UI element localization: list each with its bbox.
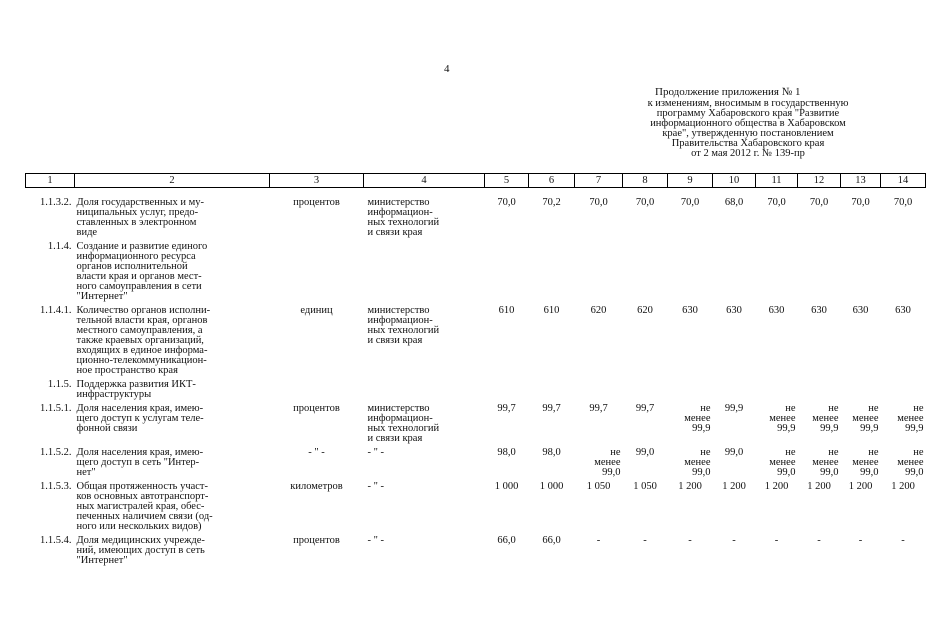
year-value: -	[596, 535, 601, 546]
year-value: 1 200	[807, 481, 831, 492]
year-value: 610	[543, 305, 560, 316]
indicator-name: Доля населения края, имею- щего доступ к услугам теле- фонной связи	[76, 403, 204, 434]
year-value: 99,7	[589, 403, 608, 414]
year-value	[841, 238, 881, 302]
unit-of-measure	[270, 376, 364, 400]
column-header: 7	[575, 174, 623, 188]
page-number: 4	[444, 63, 450, 75]
indicator-name: Поддержка развития ИКТ- инфраструктуры	[76, 379, 196, 400]
column-header: 1	[26, 174, 75, 188]
responsible-org: - " -	[367, 447, 385, 458]
unit-of-measure: процентов	[293, 197, 340, 208]
appendix-title: Продолжение приложения № 1	[655, 86, 801, 98]
year-value: 66,0	[542, 535, 561, 546]
year-value: -	[858, 535, 863, 546]
row-number: 1.1.3.2.	[40, 197, 72, 208]
table-row	[26, 478, 926, 532]
year-value: 630	[682, 305, 698, 316]
table-row	[26, 188, 926, 239]
year-value: 70,0	[851, 197, 870, 208]
responsible-org: министерство информацион- ных технологий и связи края	[367, 197, 440, 238]
year-value: 1 050	[633, 481, 657, 492]
year-value: не менее 99,0	[812, 447, 839, 478]
year-value: 1 000	[539, 481, 564, 492]
appendix-desc-line: крае", утвержденную постановлением	[662, 128, 834, 139]
year-value	[881, 376, 926, 400]
year-value	[623, 376, 668, 400]
year-value: 1 050	[586, 481, 611, 492]
year-value	[756, 238, 798, 302]
row-number: 1.1.4.1.	[40, 305, 72, 316]
year-value	[713, 238, 756, 302]
year-value: -	[732, 535, 736, 546]
year-value	[881, 238, 926, 302]
year-value: 70,0	[635, 197, 655, 208]
year-value: 610	[498, 305, 515, 316]
year-value: не менее 99,9	[852, 403, 879, 434]
indicator-name: Доля государственных и му- ниципальных услуг, предо- ставленных в электронном виде	[76, 197, 204, 238]
year-value	[713, 376, 756, 400]
year-value: 70,0	[589, 197, 608, 208]
indicator-name: Доля населения края, имею- щего доступ в сеть "Интер- нет"	[76, 447, 204, 478]
row-number: 1.1.5.2.	[40, 447, 72, 458]
column-header: 10	[713, 174, 756, 188]
year-value: 68,0	[724, 197, 744, 208]
row-number: 1.1.5.3.	[40, 481, 72, 492]
year-value	[485, 238, 529, 302]
year-value	[575, 238, 623, 302]
responsible-org	[364, 238, 485, 302]
year-value: 70,0	[893, 197, 913, 208]
responsible-org: - " -	[367, 481, 385, 492]
year-value	[575, 376, 623, 400]
table-row	[26, 302, 926, 376]
year-value: 1 200	[764, 481, 789, 492]
year-value	[798, 376, 841, 400]
year-value: 99,7	[542, 403, 561, 414]
appendix-desc-line: Правительства Хабаровского края	[671, 138, 825, 149]
column-header: 4	[364, 174, 485, 188]
year-value: 99,9	[724, 403, 744, 414]
year-value: -	[817, 535, 821, 546]
table-row	[26, 532, 926, 566]
year-value: 70,0	[680, 197, 700, 208]
appendix-desc-line: информационного общества в Хабаровском	[650, 118, 846, 129]
indicator-name: Общая протяженность участ- ков основных автотранспорт- ных магистралей края, обес- печенных наличием связи (од- ного или нескольких видов)	[76, 481, 213, 532]
year-value: 99,7	[635, 403, 655, 414]
responsible-org: министерство информацион- ных технологий и связи края	[367, 305, 440, 346]
appendix-description	[612, 99, 884, 159]
year-value: -	[643, 535, 647, 546]
responsible-org: министерство информацион- ных технологий и связи края	[367, 403, 440, 444]
appendix-desc-line: от 2 мая 2012 г. № 139-пр	[691, 148, 805, 159]
column-header: 12	[798, 174, 841, 188]
responsible-org: - " -	[367, 535, 385, 546]
year-value: не менее 99,9	[812, 403, 839, 434]
year-value: 620	[590, 305, 607, 316]
table-row	[26, 238, 926, 302]
year-value	[668, 376, 713, 400]
year-value: не менее 99,9	[684, 403, 711, 434]
year-value: 630	[768, 305, 785, 316]
year-value	[668, 238, 713, 302]
year-value: не менее 99,9	[769, 403, 796, 434]
year-value: 630	[726, 305, 742, 316]
year-value: 1 200	[848, 481, 873, 492]
indicator-name: Создание и развитие единого информационного ресурса органов исполнительной власти края и органов мест- ного самоуправления в сети "Интернет"	[76, 241, 208, 302]
column-header: 6	[529, 174, 575, 188]
year-value: -	[774, 535, 779, 546]
year-value: не менее 99,0	[684, 447, 711, 478]
year-value	[529, 238, 575, 302]
table-row	[26, 444, 926, 478]
row-number: 1.1.5.4.	[40, 535, 72, 546]
year-value: 99,7	[497, 403, 516, 414]
column-header: 13	[841, 174, 881, 188]
year-value	[841, 376, 881, 400]
row-number: 1.1.4.	[47, 241, 72, 252]
year-value: 70,0	[767, 197, 786, 208]
year-value: 70,2	[542, 197, 561, 208]
year-value: 98,0	[542, 447, 561, 458]
year-value: 70,0	[497, 197, 516, 208]
column-header: 14	[881, 174, 926, 188]
year-value: 98,0	[497, 447, 516, 458]
year-value: -	[688, 535, 692, 546]
column-header: 5	[485, 174, 529, 188]
table-row	[26, 376, 926, 400]
year-value	[485, 376, 529, 400]
year-value: 630	[852, 305, 869, 316]
column-header: 9	[668, 174, 713, 188]
year-value: 1 000	[494, 481, 519, 492]
year-value: 630	[895, 305, 911, 316]
indicator-name: Доля медицинских учрежде- ний, имеющих доступ в сеть "Интернет"	[76, 535, 205, 566]
year-value: не менее 99,9	[897, 403, 924, 434]
appendix-desc-line: программу Хабаровского края "Развитие	[656, 108, 840, 119]
year-value	[798, 238, 841, 302]
year-value: 1 200	[678, 481, 702, 492]
column-header: 3	[270, 174, 364, 188]
year-value: 630	[811, 305, 827, 316]
header-row	[26, 174, 926, 188]
year-value: 66,0	[497, 535, 516, 546]
year-value	[529, 376, 575, 400]
unit-of-measure: километров	[290, 481, 343, 492]
year-value: не менее 99,0	[852, 447, 879, 478]
unit-of-measure	[270, 238, 364, 302]
table-row	[26, 400, 926, 444]
unit-of-measure: процентов	[293, 403, 340, 414]
year-value: не менее 99,0	[769, 447, 796, 478]
year-value: 99,0	[724, 447, 744, 458]
column-header: 8	[623, 174, 668, 188]
year-value: -	[901, 535, 905, 546]
column-header: 11	[756, 174, 798, 188]
column-header: 2	[75, 174, 270, 188]
unit-of-measure: - " -	[308, 447, 325, 458]
indicator-name: Количество органов исполни- тельной власти края, органов местного самоуправления, а также краевых организаций, входящих в единое информа- ционно-телекоммуникацион- ное пространство края	[76, 305, 211, 376]
row-number: 1.1.5.	[47, 379, 72, 390]
year-value: 620	[637, 305, 653, 316]
row-number: 1.1.5.1.	[40, 403, 72, 414]
year-value	[756, 376, 798, 400]
year-value: не менее 99,0	[897, 447, 924, 478]
indicators-table	[25, 173, 926, 566]
appendix-desc-line: к изменениям, вносимым в государственную	[647, 98, 849, 109]
year-value	[623, 238, 668, 302]
unit-of-measure: единиц	[300, 305, 333, 316]
year-value: 1 200	[722, 481, 746, 492]
year-value: не менее 99,0	[594, 447, 621, 478]
year-value: 99,0	[635, 447, 655, 458]
year-value: 1 200	[891, 481, 915, 492]
responsible-org	[364, 376, 485, 400]
unit-of-measure: процентов	[293, 535, 340, 546]
year-value: 70,0	[809, 197, 829, 208]
